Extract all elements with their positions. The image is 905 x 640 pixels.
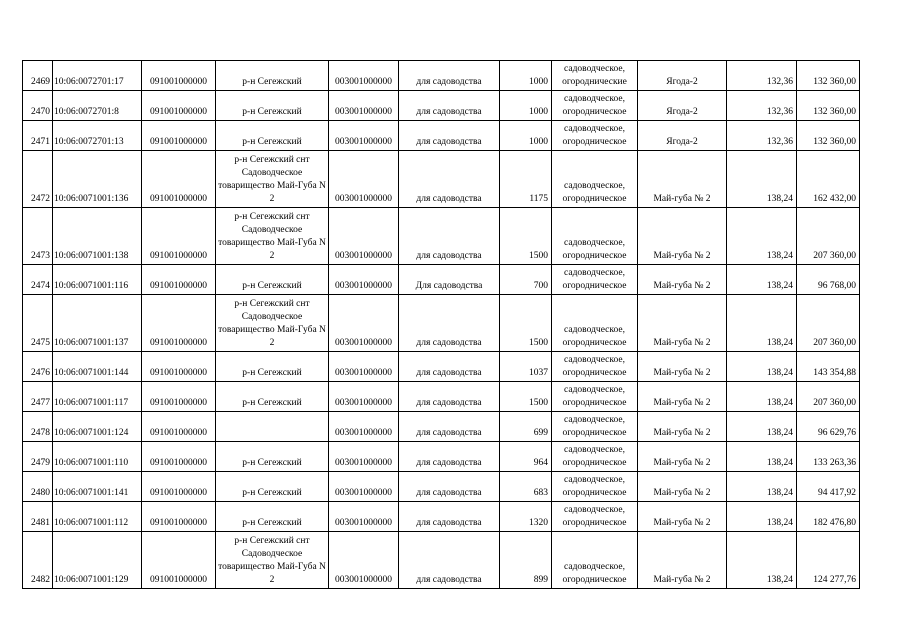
partnership-name-cell: Май-губа № 2 [638,265,727,295]
area-cell: 1320 [500,502,552,532]
row-number-cell: 2473 [23,208,53,265]
table-row [23,352,860,382]
land-cadastral-value-table [22,60,860,589]
area-cell: 683 [500,472,552,502]
permitted-use-cell: для садоводства [399,472,500,502]
permitted-use-cell: для садоводства [399,532,500,589]
partnership-name-cell: Май-губа № 2 [638,295,727,352]
cadastral-number-cell: 10:06:0071001:129 [53,532,142,589]
cadastral-number-cell: 10:06:0071001:110 [53,442,142,472]
area-cell: 699 [500,412,552,442]
permitted-use-cell: для садоводства [399,502,500,532]
location-cell: р-н Сегежский снт Садоводческое товарищество Май-Губа N 2 [216,151,329,208]
table-row [23,208,860,265]
row-number-cell: 2470 [23,91,53,121]
area-cell: 1000 [500,121,552,151]
cadastral-number-cell: 10:06:0071001:117 [53,382,142,412]
partnership-name-cell: Ягода-2 [638,61,727,91]
oktmo-code-cell: 003001000000 [329,382,399,412]
category-cell: садоводческое, огородническое [552,412,638,442]
row-number-cell: 2472 [23,151,53,208]
table-row [23,121,860,151]
location-cell: р-н Сегежский [216,265,329,295]
oktmo-code-cell: 003001000000 [329,442,399,472]
specific-value-cell: 138,24 [727,472,797,502]
row-number-cell: 2471 [23,121,53,151]
partnership-name-cell: Май-губа № 2 [638,151,727,208]
cadastral-value-cell: 207 360,00 [797,295,860,352]
location-cell: р-н Сегежский [216,502,329,532]
specific-value-cell: 132,36 [727,121,797,151]
table-row [23,442,860,472]
oktmo-code-cell: 003001000000 [329,91,399,121]
area-cell: 1000 [500,61,552,91]
cadastral-number-cell: 10:06:0071001:144 [53,352,142,382]
okato-code-cell: 091001000000 [142,532,216,589]
table-row [23,502,860,532]
permitted-use-cell: для садоводства [399,121,500,151]
partnership-name-cell: Ягода-2 [638,121,727,151]
area-cell: 700 [500,265,552,295]
partnership-name-cell: Май-губа № 2 [638,472,727,502]
permitted-use-cell: Для садоводства [399,265,500,295]
row-number-cell: 2479 [23,442,53,472]
cadastral-value-cell: 96 768,00 [797,265,860,295]
location-cell: р-н Сегежский [216,442,329,472]
category-cell: садоводческое, огороднические [552,61,638,91]
location-cell: р-н Сегежский снт Садоводческое товарищество Май-Губа N 2 [216,295,329,352]
cadastral-number-cell: 10:06:0071001:112 [53,502,142,532]
partnership-name-cell: Май-губа № 2 [638,412,727,442]
permitted-use-cell: для садоводства [399,91,500,121]
category-cell: садоводческое, огородническое [552,91,638,121]
okato-code-cell: 091001000000 [142,151,216,208]
category-cell: садоводческое, огородническое [552,442,638,472]
okato-code-cell: 091001000000 [142,352,216,382]
cadastral-value-cell: 162 432,00 [797,151,860,208]
partnership-name-cell: Май-губа № 2 [638,442,727,472]
oktmo-code-cell: 003001000000 [329,151,399,208]
cadastral-value-cell: 124 277,76 [797,532,860,589]
oktmo-code-cell: 003001000000 [329,265,399,295]
okato-code-cell: 091001000000 [142,208,216,265]
location-cell: р-н Сегежский [216,382,329,412]
specific-value-cell: 138,24 [727,352,797,382]
permitted-use-cell: для садоводства [399,208,500,265]
cadastral-value-cell: 143 354,88 [797,352,860,382]
permitted-use-cell: для садоводства [399,61,500,91]
specific-value-cell: 138,24 [727,265,797,295]
row-number-cell: 2481 [23,502,53,532]
partnership-name-cell: Ягода-2 [638,91,727,121]
area-cell: 1500 [500,208,552,265]
area-cell: 1500 [500,295,552,352]
specific-value-cell: 138,24 [727,295,797,352]
okato-code-cell: 091001000000 [142,382,216,412]
table-row [23,61,860,91]
area-cell: 1037 [500,352,552,382]
location-cell: р-н Сегежский снт Садоводческое товарищество Май-Губа N 2 [216,208,329,265]
category-cell: садоводческое, огородническое [552,295,638,352]
row-number-cell: 2482 [23,532,53,589]
location-cell: р-н Сегежский [216,121,329,151]
oktmo-code-cell: 003001000000 [329,208,399,265]
partnership-name-cell: Май-губа № 2 [638,208,727,265]
oktmo-code-cell: 003001000000 [329,295,399,352]
location-cell: р-н Сегежский [216,472,329,502]
cadastral-number-cell: 10:06:0071001:124 [53,412,142,442]
category-cell: садоводческое, огородническое [552,208,638,265]
cadastral-value-cell: 96 629,76 [797,412,860,442]
table-row [23,412,860,442]
permitted-use-cell: для садоводства [399,295,500,352]
partnership-name-cell: Май-губа № 2 [638,502,727,532]
location-cell [216,412,329,442]
location-cell: р-н Сегежский [216,61,329,91]
cadastral-value-cell: 182 476,80 [797,502,860,532]
area-cell: 1500 [500,382,552,412]
cadastral-value-cell: 133 263,36 [797,442,860,472]
partnership-name-cell: Май-губа № 2 [638,352,727,382]
table-row [23,532,860,589]
cadastral-value-cell: 132 360,00 [797,121,860,151]
permitted-use-cell: для садоводства [399,352,500,382]
cadastral-value-cell: 94 417,92 [797,472,860,502]
table-row [23,382,860,412]
table-row [23,91,860,121]
cadastral-value-cell: 132 360,00 [797,91,860,121]
cadastral-number-cell: 10:06:0071001:141 [53,472,142,502]
table-row [23,265,860,295]
category-cell: садоводческое, огородническое [552,352,638,382]
specific-value-cell: 132,36 [727,61,797,91]
area-cell: 1000 [500,91,552,121]
row-number-cell: 2480 [23,472,53,502]
category-cell: садоводческое, огородническое [552,382,638,412]
specific-value-cell: 138,24 [727,208,797,265]
category-cell: садоводческое, огородническое [552,151,638,208]
location-cell: р-н Сегежский [216,91,329,121]
partnership-name-cell: Май-губа № 2 [638,532,727,589]
category-cell: садоводческое, огородническое [552,121,638,151]
category-cell: садоводческое, огородническое [552,265,638,295]
row-number-cell: 2469 [23,61,53,91]
oktmo-code-cell: 003001000000 [329,502,399,532]
table-row [23,151,860,208]
row-number-cell: 2475 [23,295,53,352]
permitted-use-cell: для садоводства [399,412,500,442]
oktmo-code-cell: 003001000000 [329,352,399,382]
area-cell: 899 [500,532,552,589]
specific-value-cell: 138,24 [727,151,797,208]
okato-code-cell: 091001000000 [142,295,216,352]
permitted-use-cell: для садоводства [399,151,500,208]
cadastral-number-cell: 10:06:0072701:17 [53,61,142,91]
location-cell: р-н Сегежский снт Садоводческое товарищество Май-Губа N 2 [216,532,329,589]
row-number-cell: 2474 [23,265,53,295]
partnership-name-cell: Май-губа № 2 [638,382,727,412]
okato-code-cell: 091001000000 [142,121,216,151]
table-row [23,472,860,502]
cadastral-number-cell: 10:06:0071001:116 [53,265,142,295]
oktmo-code-cell: 003001000000 [329,61,399,91]
category-cell: садоводческое, огородническое [552,532,638,589]
cadastral-number-cell: 10:06:0071001:137 [53,295,142,352]
okato-code-cell: 091001000000 [142,91,216,121]
table-row [23,295,860,352]
oktmo-code-cell: 003001000000 [329,532,399,589]
cadastral-value-cell: 207 360,00 [797,382,860,412]
specific-value-cell: 138,24 [727,502,797,532]
okato-code-cell: 091001000000 [142,502,216,532]
specific-value-cell: 132,36 [727,91,797,121]
specific-value-cell: 138,24 [727,442,797,472]
area-cell: 1175 [500,151,552,208]
okato-code-cell: 091001000000 [142,412,216,442]
cadastral-value-cell: 207 360,00 [797,208,860,265]
specific-value-cell: 138,24 [727,532,797,589]
cadastral-number-cell: 10:06:0071001:138 [53,208,142,265]
oktmo-code-cell: 003001000000 [329,121,399,151]
area-cell: 964 [500,442,552,472]
okato-code-cell: 091001000000 [142,472,216,502]
category-cell: садоводческое, огородническое [552,502,638,532]
cadastral-value-cell: 132 360,00 [797,61,860,91]
row-number-cell: 2477 [23,382,53,412]
okato-code-cell: 091001000000 [142,265,216,295]
row-number-cell: 2476 [23,352,53,382]
oktmo-code-cell: 003001000000 [329,412,399,442]
cadastral-number-cell: 10:06:0072701:8 [53,91,142,121]
table-body [23,61,860,589]
cadastral-number-cell: 10:06:0072701:13 [53,121,142,151]
specific-value-cell: 138,24 [727,412,797,442]
location-cell: р-н Сегежский [216,352,329,382]
row-number-cell: 2478 [23,412,53,442]
oktmo-code-cell: 003001000000 [329,472,399,502]
cadastral-number-cell: 10:06:0071001:136 [53,151,142,208]
okato-code-cell: 091001000000 [142,61,216,91]
permitted-use-cell: для садоводства [399,382,500,412]
specific-value-cell: 138,24 [727,382,797,412]
category-cell: садоводческое, огородническое [552,472,638,502]
okato-code-cell: 091001000000 [142,442,216,472]
permitted-use-cell: для садоводства [399,442,500,472]
